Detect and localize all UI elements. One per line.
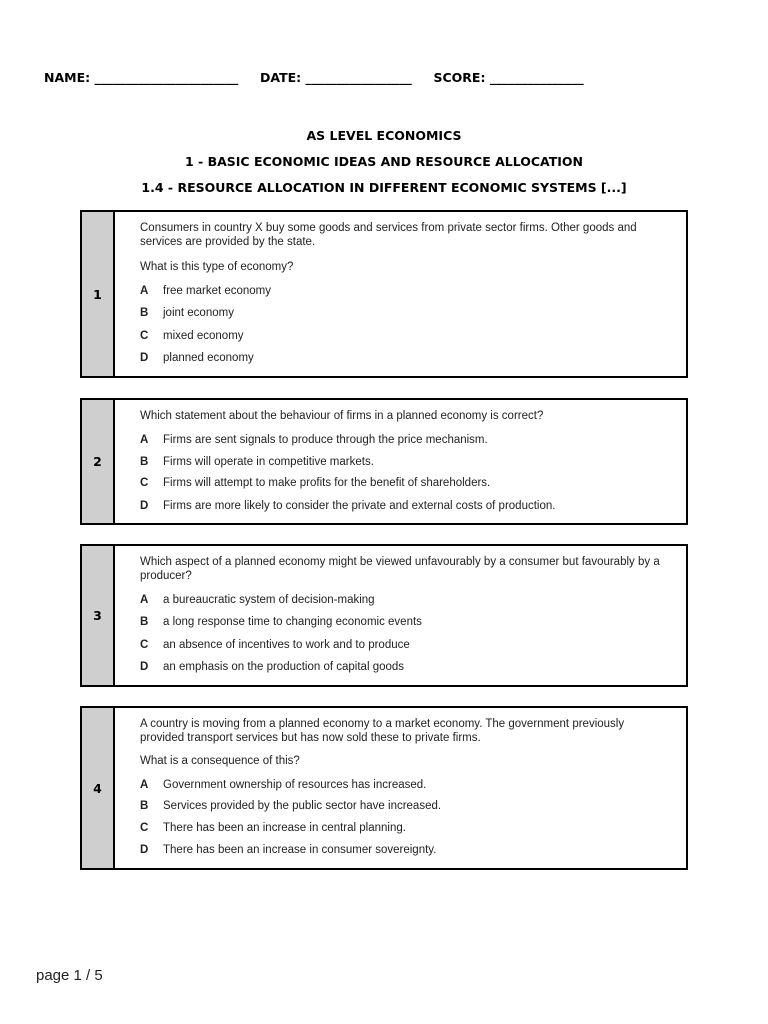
option-letter: D bbox=[140, 661, 149, 673]
option-text: Firms are more likely to consider the private and external costs of production. bbox=[163, 500, 556, 512]
answer-option bbox=[140, 594, 375, 606]
question-box bbox=[80, 706, 688, 870]
question-body bbox=[115, 546, 686, 685]
option-letter: D bbox=[140, 500, 149, 512]
question-prompt: What is this type of economy? bbox=[140, 261, 294, 273]
option-text: a long response time to changing economic events bbox=[163, 616, 422, 628]
option-letter: C bbox=[140, 330, 149, 342]
answer-option bbox=[140, 434, 488, 446]
answer-option bbox=[140, 285, 271, 297]
score-field-label: SCORE: _______________ bbox=[433, 70, 584, 85]
question-box bbox=[80, 544, 688, 687]
section-title: 1.4 - RESOURCE ALLOCATION IN DIFFERENT ECONOMIC SYSTEMS [...] bbox=[141, 180, 627, 195]
question-body bbox=[115, 400, 686, 523]
course-title: AS LEVEL ECONOMICS bbox=[306, 128, 462, 143]
question-number: 2 bbox=[82, 400, 115, 523]
answer-option bbox=[140, 661, 404, 673]
question-stem: Which aspect of a planned economy might be viewed unfavourably by a consumer but favourably by a producer? bbox=[140, 556, 660, 582]
answer-option bbox=[140, 352, 254, 364]
option-letter: A bbox=[140, 434, 149, 446]
answer-option bbox=[140, 456, 374, 468]
question-stem: Consumers in country X buy some goods and services from private sector firms. Other goods and services are provided by the state. bbox=[140, 222, 637, 248]
answer-option bbox=[140, 639, 410, 651]
option-letter: C bbox=[140, 822, 149, 834]
option-text: There has been an increase in consumer sovereignty. bbox=[163, 844, 437, 856]
option-text: planned economy bbox=[163, 352, 254, 364]
option-text: Government ownership of resources has increased. bbox=[163, 779, 427, 791]
question-box bbox=[80, 210, 688, 378]
student-info-header bbox=[44, 70, 584, 85]
question-number: 1 bbox=[82, 212, 115, 376]
option-letter: B bbox=[140, 800, 149, 812]
option-letter: C bbox=[140, 477, 149, 489]
date-field-label: DATE: _________________ bbox=[259, 70, 412, 85]
option-text: Firms will operate in competitive markets. bbox=[163, 456, 374, 468]
option-text: an absence of incentives to work and to produce bbox=[163, 639, 410, 651]
question-prompt: What is a consequence of this? bbox=[140, 755, 300, 767]
name-field-label: NAME: _______________________ bbox=[44, 70, 239, 85]
question-stem: Which statement about the behaviour of firms in a planned economy is correct? bbox=[140, 410, 544, 422]
answer-option bbox=[140, 844, 436, 856]
unit-title: 1 - BASIC ECONOMIC IDEAS AND RESOURCE ALLOCATION bbox=[184, 154, 584, 169]
option-letter: D bbox=[140, 352, 149, 364]
option-text: an emphasis on the production of capital goods bbox=[163, 661, 405, 673]
option-text: free market economy bbox=[163, 285, 272, 297]
option-letter: D bbox=[140, 844, 149, 856]
option-text: Firms are sent signals to produce through the price mechanism. bbox=[163, 434, 488, 446]
option-letter: B bbox=[140, 616, 149, 628]
answer-option bbox=[140, 500, 555, 512]
question-stem: A country is moving from a planned economy to a market economy. The government previously provided transport services but has now sold these to private firms. bbox=[140, 718, 625, 744]
option-letter: B bbox=[140, 307, 149, 319]
answer-option bbox=[140, 800, 441, 812]
question-box bbox=[80, 398, 688, 525]
question-body bbox=[115, 212, 686, 376]
question-number: 3 bbox=[82, 546, 115, 685]
option-text: joint economy bbox=[163, 307, 234, 319]
option-text: Services provided by the public sector have increased. bbox=[163, 800, 442, 812]
answer-option bbox=[140, 616, 422, 628]
answer-option bbox=[140, 330, 244, 342]
option-text: a bureaucratic system of decision-making bbox=[163, 594, 375, 606]
question-number: 4 bbox=[82, 708, 115, 868]
option-letter: C bbox=[140, 639, 149, 651]
answer-option bbox=[140, 779, 426, 791]
option-letter: A bbox=[140, 594, 149, 606]
question-body bbox=[115, 708, 686, 868]
option-letter: B bbox=[140, 456, 149, 468]
option-text: mixed economy bbox=[163, 330, 244, 342]
option-text: Firms will attempt to make profits for the benefit of shareholders. bbox=[163, 477, 491, 489]
answer-option bbox=[140, 822, 406, 834]
page-indicator: page 1 / 5 bbox=[36, 967, 103, 984]
option-letter: A bbox=[140, 285, 149, 297]
option-text: There has been an increase in central planning. bbox=[163, 822, 406, 834]
answer-option bbox=[140, 477, 490, 489]
option-letter: A bbox=[140, 779, 149, 791]
answer-option bbox=[140, 307, 234, 319]
